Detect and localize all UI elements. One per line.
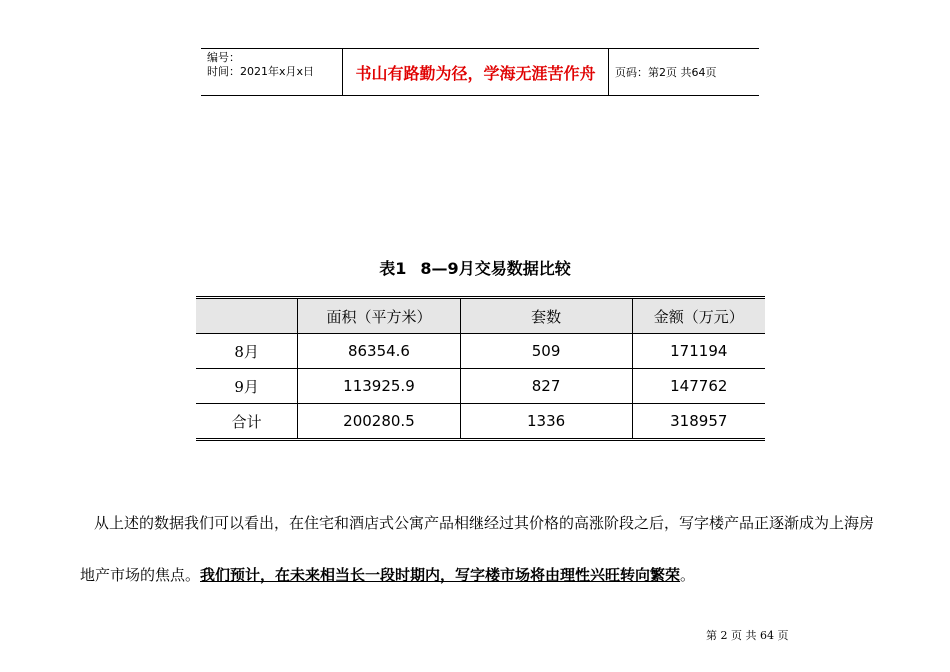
- header-page-info: 页码：第2页 共64页: [615, 66, 717, 79]
- page-footer: 第 2 页 共 64 页: [706, 629, 789, 642]
- body-paragraph: [80, 497, 880, 601]
- units-cell: 1336: [460, 404, 632, 440]
- paragraph-end: 。: [680, 566, 696, 584]
- area-cell: 200280.5: [298, 404, 460, 440]
- table-caption: [0, 256, 950, 279]
- table-total-row: [196, 404, 765, 440]
- transaction-table: [196, 296, 765, 441]
- table-row: [196, 334, 765, 369]
- table-header-cell: 金额（万元）: [632, 298, 765, 334]
- row-label: 8月: [196, 334, 298, 369]
- units-cell: 827: [460, 369, 632, 404]
- header-page-cell: [609, 49, 759, 95]
- units-cell: 509: [460, 334, 632, 369]
- area-cell: 113925.9: [298, 369, 460, 404]
- document-time-label: 时间：2021年x月x日: [207, 65, 315, 78]
- amount-cell: 147762: [632, 369, 765, 404]
- row-label: 9月: [196, 369, 298, 404]
- table-header-cell: 套数: [460, 298, 632, 334]
- area-cell: 86354.6: [298, 334, 460, 369]
- amount-cell: 171194: [632, 334, 765, 369]
- table-header-cell: 面积（平方米）: [298, 298, 460, 334]
- table-caption-number: 表1: [379, 259, 407, 278]
- header-motto: 书山有路勤为径，学海无涯苦作舟: [355, 63, 596, 83]
- table-row: [196, 369, 765, 404]
- table-header-cell: [196, 298, 298, 334]
- header-meta: [201, 49, 343, 95]
- table-caption-title: 8—9月交易数据比较: [420, 259, 571, 278]
- document-number-label: 编号：: [207, 51, 240, 64]
- amount-cell: 318957: [632, 404, 765, 440]
- row-label: 合计: [196, 404, 298, 440]
- page-header: [201, 48, 759, 96]
- header-motto-cell: [343, 49, 609, 95]
- paragraph-emphasis: 我们预计，在未来相当长一段时期内，写字楼市场将由理性兴旺转向繁荣: [200, 566, 681, 584]
- table-header-row: [196, 298, 765, 334]
- paragraph-text: 从上述的数据我们可以看出，在住宅和酒店式公寓产品相继经过其价格的高涨阶段之后，写字楼产品正逐渐成为上海房地产市场的焦点。: [80, 514, 875, 584]
